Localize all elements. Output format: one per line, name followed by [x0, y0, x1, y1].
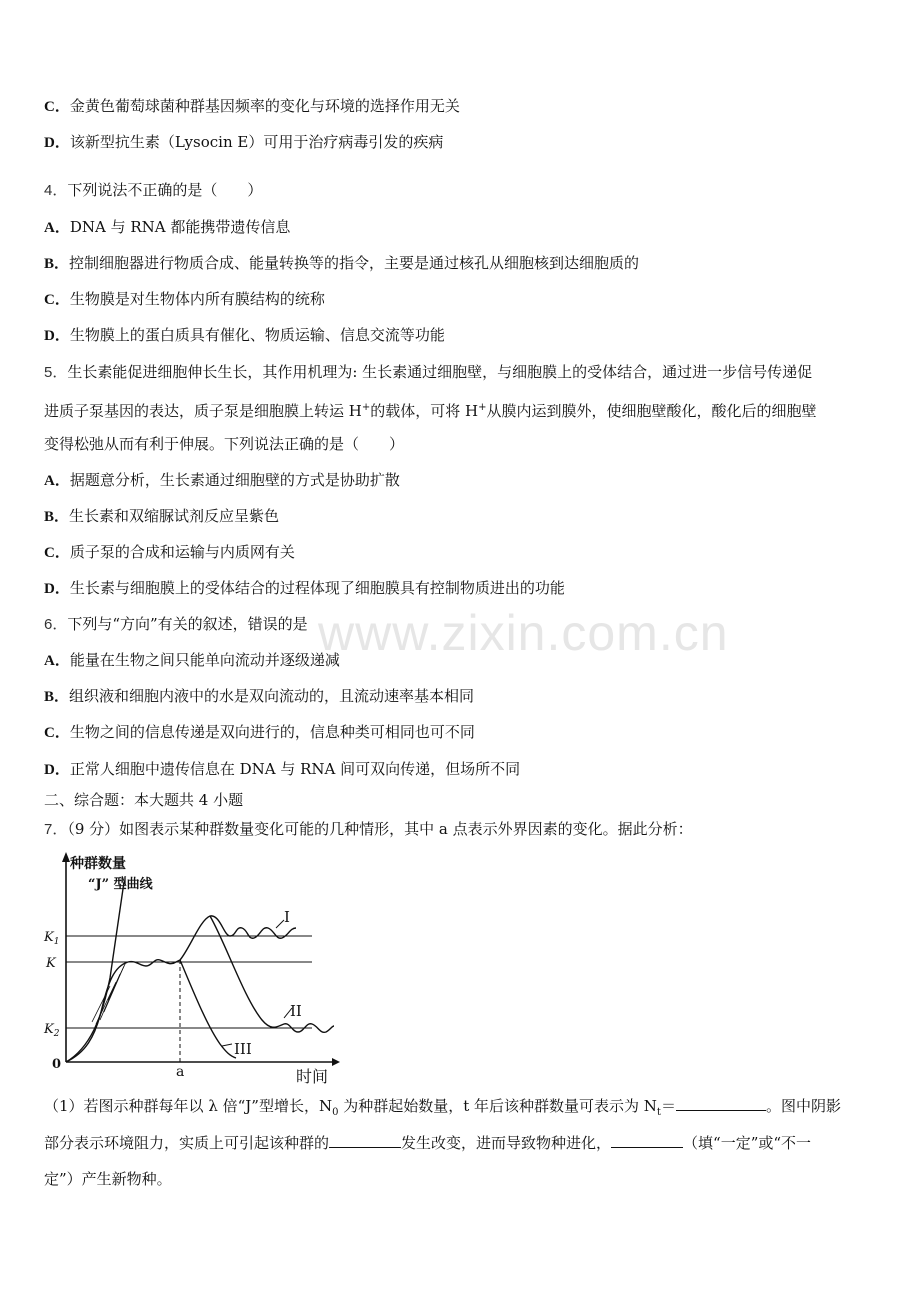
question-text: （9 分）如图表示某种群数量变化可能的几种情形，其中 a 点表示外界因素的变化。据此分析：: [67, 820, 693, 838]
question-text: 发生改变，进而导致物种进化，: [401, 1134, 612, 1152]
q3-option-d: [44, 132, 443, 153]
x-axis-arrow-icon: [332, 1058, 340, 1066]
option-letter: B．: [44, 509, 70, 525]
option-letter: C．: [44, 725, 70, 741]
q4-option-c: [44, 289, 325, 310]
question-number: 6．: [44, 616, 68, 633]
q5-option-c: [44, 542, 295, 563]
option-letter: B．: [44, 256, 70, 272]
question-text: 下列说法不正确的是（ ）: [67, 181, 263, 199]
option-text: 组织液和细胞内液中的水是双向流动的，且流动速率基本相同: [69, 687, 475, 705]
q5-stem-line2: [44, 398, 817, 421]
q6-option-b: [44, 686, 474, 707]
answer-blank[interactable]: [676, 1096, 766, 1111]
option-text: 质子泵的合成和运输与内质网有关: [69, 543, 295, 561]
question-text: 进质子泵基因的表达，质子泵是细胞膜上转运 H: [44, 402, 362, 420]
k1-label-sub: 1: [53, 937, 60, 947]
question-number: 4．: [44, 182, 68, 199]
question-text: 从膜内运到膜外，使细胞壁酸化，酸化后的细胞壁: [486, 402, 817, 420]
q4-option-b: [44, 253, 639, 274]
q4-option-a: [44, 217, 290, 238]
option-text: 生物膜是对生物体内所有膜结构的统称: [69, 290, 325, 308]
curve-i: [180, 916, 296, 960]
option-text: DNA 与 RNA 都能携带遗传信息: [69, 218, 291, 236]
q5-option-b: [44, 506, 279, 527]
curve-i-label: I: [284, 908, 290, 926]
q7-sub1-line3: 定”）产生新物种。: [44, 1170, 172, 1188]
option-letter: D．: [44, 762, 70, 778]
question-text: （填“一定”或“不一: [683, 1134, 812, 1152]
curve-iii: [180, 960, 236, 1058]
j-curve-label: “J” 型曲线: [88, 877, 153, 892]
curve-ii: [210, 916, 334, 1032]
question-text: ＝: [660, 1097, 676, 1115]
question-text: （1）若图示种群每年以 λ 倍“J”型增长，N: [44, 1097, 333, 1115]
option-letter: D．: [44, 328, 70, 344]
option-text: 据题意分析，生长素通过细胞壁的方式是协助扩散: [69, 471, 400, 489]
answer-blank[interactable]: [611, 1133, 683, 1148]
q4-stem: [44, 180, 262, 201]
k2-label-sub: 2: [53, 1029, 60, 1039]
option-text: 生长素和双缩脲试剂反应呈紫色: [69, 507, 280, 525]
k2-label-main: K: [44, 1022, 54, 1037]
k-label: K: [46, 956, 56, 971]
q6-option-d: [44, 759, 520, 780]
x-axis-label: 时间: [296, 1067, 329, 1086]
option-letter: D．: [44, 135, 70, 151]
q5-option-d: [44, 578, 565, 599]
question-text: 生长素能促进细胞伸长生长，其作用机理为: 生长素通过细胞壁，与细胞膜上的受体结合，通过进一步信号传递促: [67, 363, 813, 381]
option-text: 生物之间的信息传递是双向进行的，信息种类可相同也可不同: [69, 723, 475, 741]
shaded-region: [92, 962, 126, 1024]
population-graph: [40, 848, 340, 1088]
k1-label-main: K: [44, 930, 54, 945]
y-axis-arrow-icon: [62, 852, 70, 862]
question-text: 的载体，可将 H: [370, 402, 479, 420]
subscript: t: [656, 1107, 661, 1118]
option-letter: C．: [44, 292, 70, 308]
curve-iii-label: III: [234, 1040, 252, 1058]
q6-option-c: [44, 722, 475, 743]
y-axis-label: 种群数量: [70, 856, 126, 872]
q5-option-a: [44, 470, 400, 491]
q7-stem: [44, 819, 693, 840]
origin-label: 0: [52, 1057, 62, 1072]
section-heading: 二、综合题：本大题共 4 小题: [44, 791, 244, 809]
question-text: 下列与“方向”有关的叙述，错误的是: [67, 615, 308, 633]
question-number: 7．: [44, 821, 68, 838]
q7-sub1-line2: [44, 1133, 811, 1153]
option-text: 金黄色葡萄球菌种群基因频率的变化与环境的选择作用无关: [69, 97, 460, 115]
question-text: 。图中阴影: [765, 1097, 841, 1115]
watermark: www.zixin.com.cn: [318, 605, 729, 661]
q4-option-d: [44, 325, 445, 346]
superscript: +: [478, 402, 487, 413]
option-text: 该新型抗生素（Lysocin E）可用于治疗病毒引发的疾病: [69, 133, 444, 151]
option-letter: A．: [44, 473, 70, 489]
option-letter: A．: [44, 220, 70, 236]
superscript: +: [361, 402, 371, 413]
curve-i-pointer: [276, 920, 284, 928]
q5-stem-line1: [44, 362, 812, 383]
question-text: 部分表示环境阻力，实质上可引起该种群的: [44, 1134, 330, 1152]
option-text: 生长素与细胞膜上的受体结合的过程体现了细胞膜具有控制物质进出的功能: [69, 579, 565, 597]
option-letter: B．: [44, 689, 70, 705]
option-letter: C．: [44, 545, 70, 561]
k1-label: [43, 930, 59, 947]
q6-option-a: [44, 650, 340, 671]
question-number: 5．: [44, 364, 68, 381]
q5-stem-line3: [44, 434, 404, 454]
a-label: a: [176, 1064, 185, 1080]
option-text: 正常人细胞中遗传信息在 DNA 与 RNA 间可双向传递，但场所不同: [69, 760, 521, 778]
option-text: 生物膜上的蛋白质具有催化、物质运输、信息交流等功能: [69, 326, 445, 344]
option-letter: A．: [44, 653, 70, 669]
curve-ii-label: II: [290, 1002, 302, 1020]
option-letter: C．: [44, 99, 70, 115]
curve-iii-pointer: [222, 1044, 232, 1046]
q6-stem: [44, 614, 308, 635]
option-text: 能量在生物之间只能单向流动并逐级递减: [69, 651, 340, 669]
question-text: 变得松弛从而有利于伸展。下列说法正确的是（ ）: [44, 435, 405, 453]
subscript: 0: [332, 1107, 339, 1118]
answer-blank[interactable]: [329, 1133, 401, 1148]
option-text: 控制细胞器进行物质合成、能量转换等的指令，主要是通过核孔从细胞核到达细胞质的: [69, 254, 640, 272]
k2-label: [43, 1022, 60, 1039]
q7-sub1-line1: [44, 1096, 841, 1123]
option-letter: D．: [44, 581, 70, 597]
q3-option-c: [44, 96, 460, 117]
question-text: 为种群起始数量，t 年后该种群数量可表示为 N: [338, 1097, 657, 1115]
